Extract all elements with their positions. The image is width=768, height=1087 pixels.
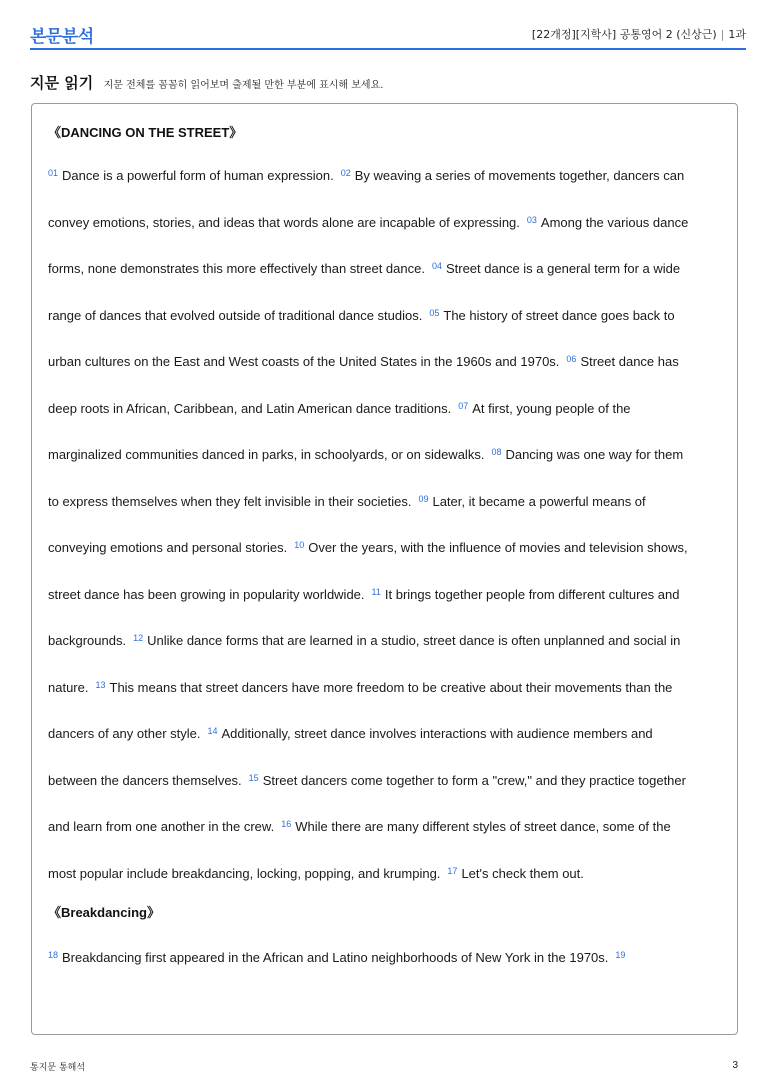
- sentence-text: marginalized communities danced in parks, in schoolyards, or on sidewalks.: [48, 447, 485, 462]
- sentence-text: most popular include breakdancing, locking, popping, and krumping.: [48, 865, 441, 881]
- sentence-text: By weaving a series of movements together, dancers can: [354, 168, 685, 183]
- sentence-number: 17: [447, 865, 458, 876]
- sentence-text: conveying emotions and personal stories.: [48, 540, 288, 555]
- sentence-text: street dance has been growing in popularity worldwide.: [48, 586, 365, 602]
- sentence-number: 15: [248, 772, 259, 783]
- sentence-text: Dance is a powerful form of human expression.: [62, 168, 334, 183]
- sentence-text: While there are many different styles of street dance, some of the: [295, 819, 671, 834]
- sentence-number: 05: [429, 307, 440, 318]
- sentence-text: convey emotions, stories, and ideas that words alone are incapable of expressing.: [48, 214, 520, 230]
- sentence-text: It brings together people from different cultures and: [384, 586, 680, 602]
- sentence-text: between the dancers themselves.: [48, 772, 242, 788]
- sentence-text: Additionally, street dance involves interactions with audience members and: [221, 726, 653, 741]
- sentence-text: backgrounds.: [48, 633, 127, 648]
- sentence-text: urban cultures on the East and West coasts of the United States in the 1960s and 1970s.: [48, 354, 560, 369]
- sentence-number: 08: [491, 447, 502, 457]
- sentence-text: Let's check them out.: [461, 865, 584, 881]
- sentence-number: 19: [615, 949, 626, 960]
- passage-line: [48, 819, 671, 834]
- course-info: [532, 26, 746, 42]
- sentence-number: 01: [48, 168, 59, 178]
- sentence-text: Street dance is a general term for a wide: [445, 261, 681, 276]
- sentence-text: Breakdancing first appeared in the African and Latino neighborhoods of New York in the 1970s.: [62, 949, 609, 965]
- passage-box: [31, 103, 738, 1035]
- sentence-number: 09: [418, 493, 429, 504]
- passage-line: [48, 773, 686, 788]
- sentence-text: Unlike dance forms that are learned in a studio, street dance is often unplanned and social in: [147, 633, 681, 648]
- passage-line: [48, 726, 653, 741]
- course-separator: |: [720, 28, 725, 41]
- passage-line: [48, 354, 679, 369]
- sentence-number: 07: [458, 400, 469, 411]
- passage-line: [48, 866, 584, 881]
- passage-last-line: [48, 950, 629, 965]
- section-title: 지문 읽기: [30, 74, 94, 92]
- sentence-number: 04: [431, 261, 442, 271]
- passage-line: [48, 261, 680, 276]
- sentence-text: At first, young people of the: [472, 400, 631, 416]
- passage-line: [48, 168, 684, 183]
- sentence-number: 03: [526, 214, 537, 225]
- sentence-text: dancers of any other style.: [48, 726, 201, 741]
- sentence-number: 18: [48, 949, 59, 960]
- sentence-text: Street dancers come together to form a "crew," and they practice together: [262, 772, 686, 788]
- sentence-text: range of dances that evolved outside of traditional dance studios.: [48, 307, 423, 323]
- sentence-text: Over the years, with the influence of movies and television shows,: [308, 540, 688, 555]
- page-number: 3: [732, 1060, 738, 1071]
- section-heading: [30, 72, 746, 93]
- passage-subtitle: 《Breakdancing》: [48, 905, 160, 920]
- sentence-number: 14: [207, 726, 218, 736]
- sentence-number: 02: [340, 168, 351, 178]
- sentence-text: nature.: [48, 679, 89, 695]
- passage-line: [48, 680, 672, 695]
- passage-line: [48, 308, 675, 323]
- sentence-text: Later, it became a powerful means of: [432, 493, 646, 509]
- passage-line: [48, 540, 688, 555]
- passage-line: [48, 401, 631, 416]
- sentence-number: 12: [133, 633, 144, 643]
- sentence-text: The history of street dance goes back to: [443, 307, 675, 323]
- sentence-number: 16: [281, 819, 292, 829]
- sentence-text: Street dance has: [580, 354, 679, 369]
- footer-label: 통지문 통해석: [30, 1063, 86, 1073]
- sentence-number: 13: [95, 679, 106, 690]
- passage-line: [48, 587, 679, 602]
- passage-line: [48, 494, 646, 509]
- passage-title: 《DANCING ON THE STREET》: [48, 125, 243, 140]
- section-instruction: 지문 전체를 꼼꼼히 읽어보며 출제될 만한 부분에 표시해 보세요.: [103, 80, 384, 91]
- sentence-text: deep roots in African, Caribbean, and Latin American dance traditions.: [48, 400, 452, 416]
- sentence-text: Among the various dance: [540, 214, 689, 230]
- lesson-label: 1과: [728, 28, 746, 41]
- sentence-text: forms, none demonstrates this more effectively than street dance.: [48, 261, 425, 276]
- sentence-text: This means that street dancers have more freedom to be creative about their movements than the: [109, 679, 673, 695]
- sentence-number: 10: [294, 540, 305, 550]
- sentence-text: and learn from one another in the crew.: [48, 819, 275, 834]
- sentence-number: 11: [371, 586, 381, 597]
- brand-title: 본문분석: [30, 27, 94, 47]
- sentence-text: to express themselves when they felt invisible in their societies.: [48, 493, 412, 509]
- passage-line: [48, 633, 680, 648]
- sentence-text: Dancing was one way for them: [505, 447, 684, 462]
- course-name: [22개정][지학사] 공통영어 2 (신상근): [531, 28, 717, 41]
- passage-line: [48, 215, 688, 230]
- sentence-number: 06: [566, 354, 577, 364]
- passage-line: [48, 447, 683, 462]
- page-header: [30, 22, 746, 50]
